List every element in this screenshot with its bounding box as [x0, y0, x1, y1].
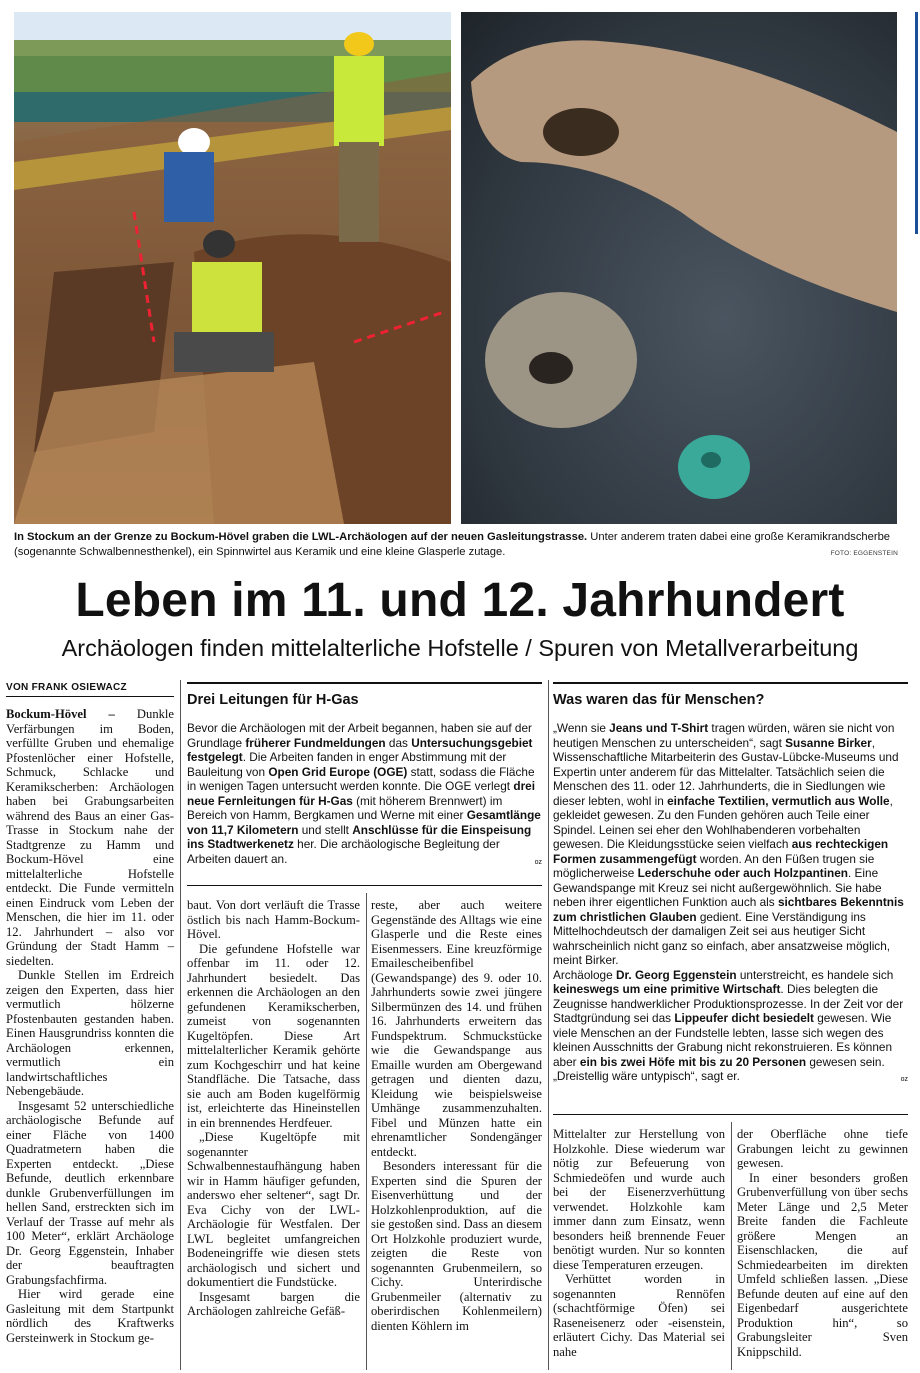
col3-paragraph-1: reste, aber auch weitere Gegenstände des Alltags wie eine Glasperle und die Reste eines Eisenmessers. Eine kreuzförmige Emailescheibenfibel (Gewandspange) des 9. oder 10. Jahrhunderts sowie zwei jüngere Silbermünzen des 14. und frühen 16. Jahrhunderts erweitern das Fundspektrum. Schmuckstücke wie die Gewandspange aus Emaille wurden am Obergewand getragen und dienten dazu, Kleidung wie beispielsweise Umhänge zusammenzuhalten. Fibel und Münzen hatte ein ehrenamtlicher Sondengänger entdeckt.	[371, 898, 542, 1159]
finds-illustration	[461, 12, 897, 524]
box2-t6: . Eine Gewandspange mit Kreuz sei nicht außergewöhnlich. Sie habe neben ihrer eigentlichen Funktion auch als	[553, 866, 882, 909]
box2-t11: gewesen. Wie viele Menschen an der Fundstelle lebten, lasse sich wegen des kleinen Ausschnitts der Grabung nicht rekonstruieren. Es können aber	[553, 1011, 893, 1069]
caption-text: Unter anderem traten dabei eine große Keramikrandscherbe (sogenannte Schwalbennesthenkel), ein Spinnwirtel aus Keramik und eine kleine Glasperle zutage.	[14, 531, 891, 558]
col2-paragraph-4: Insgesamt bargen die Archäologen zahlreiche Gefäß-	[187, 1289, 360, 1318]
box1-text	[187, 721, 542, 870]
box1-t7: her. Die archäologische Begleitung der Arbeiten dauert an.	[187, 837, 500, 866]
box2-t2: tragen würden, wären sie nicht von heutigen Menschen zu unterscheiden“, sagt	[553, 721, 895, 750]
box2-t1: „Wenn sie	[553, 721, 610, 735]
col1-paragraph-2: Dunkle Stellen im Erdreich zeigen den Experten, dass hier vermutlich hölzerne Pfostenbauten gestanden haben. Einen Hausgrundriss konnten die Archäologen erkennen, vermutlich ein landwirtschaftliches Nebengebäude.	[6, 968, 174, 1098]
dateline: Bockum-Hövel –	[6, 707, 115, 721]
box2-title: Was waren das für Menschen?	[553, 692, 765, 708]
col1-paragraph-4: Hier wird gerade eine Gasleitung mit dem Startpunkt nördlich des Kraftwerks Gersteinwerk in Stockum ge-	[6, 1287, 174, 1345]
col5-paragraph-1: der Oberfläche ohne tiefe Grabungen leicht zu gewinnen gewesen.	[737, 1127, 908, 1170]
col2-paragraph-2: Die gefundene Hofstelle war offenbar im 11. oder 12. Jahrhundert besiedelt. Das erkennen die Archäologen an den gefundenen Keramikscherben, zumeist von sogenannten Kugeltöpfen. Diese Art mittelalterlicher Keramik gehörte zum Kochgeschirr und hat keine Standfläche. Die Tatsache, dass sie auch am Boden kugelförmig ist, erleichterte das Hineinstellen in ein brennendes Herdfeuer.	[187, 941, 360, 1130]
subheadline: Archäologen finden mittelalterliche Hofstelle / Spuren von Metallverarbeitung	[61, 635, 859, 661]
photo-credit: FOTO: EGGENSTEIN	[830, 550, 898, 557]
box1-t1: Bevor die Archäologen mit der Arbeit begannen, haben sie auf der Grundlage	[187, 721, 532, 750]
box2-t10: . Dies belegten die Zeugnisse handwerklicher Produktionsprozesse. In der Zeit vor der Stadtgründung sei das	[553, 982, 904, 1025]
finds-photo	[461, 12, 897, 524]
box2-top-rule	[553, 682, 908, 684]
box1-t6: und stellt	[298, 822, 353, 837]
box1-t5: (mit höherem Brennwert) im Bereich von Hamm, Bergkamen und Werne mit einer	[187, 793, 503, 822]
headline: Leben im 11. und 12. Jahrhundert	[75, 574, 845, 627]
box2-b10: Lippeufer dicht besiedelt	[674, 1011, 814, 1025]
column-divider-1	[180, 680, 181, 1370]
column-1	[6, 707, 174, 1345]
box1-b1: früherer Fundmeldungen	[245, 735, 386, 750]
column-divider-4	[731, 1122, 732, 1370]
box1-b4: drei neue Fernleitungen für H-Gas	[187, 779, 535, 808]
sidebar-accent-line	[915, 12, 918, 234]
box2-text	[553, 721, 908, 1088]
caption-bold: In Stockum an der Grenze zu Bockum-Hövel graben die LWL-Archäologen auf der neuen Gasleitungstrasse.	[14, 531, 588, 543]
column-5	[737, 1127, 908, 1359]
box1-t3: . Die Arbeiten fanden in enger Abstimmung mit der Bauleitung von	[187, 750, 507, 779]
author-byline: VON FRANK OSIEWACZ	[6, 682, 127, 693]
col3-paragraph-2: Besonders interessant für die Experten sind die Spuren der Eisenverhüttung und der Holzkohlenproduktion, auf die sie gestoßen sind. Dass an diesem Ort Holzkohle produziert wurde, zeigten die Reste von sogenannten Grubenmeilern, so Cichy. Unterirdische Grubenmeiler (alternativ zu oberirdischen Kohlenmeilern) dienten Köhlern im	[371, 1159, 542, 1333]
col2-paragraph-1: baut. Von dort verläuft die Trasse östlich bis nach Hamm-Bockum-Hövel.	[187, 898, 360, 941]
box1-t2: das	[385, 735, 412, 750]
col1-paragraph-3: Insgesamt 52 unterschiedliche archäologische Befunde auf einer Fläche von 1400 Quadratmetern haben die Experten entdeckt. „Diese Befunde, deutlich erkennbare dunkle Grubenverfüllungen im hellen Sand, erstreckten sich im Verlauf der Trasse auf mehr als 100 Meter“, erklärt Archäologe Dr. Georg Eggenstein, Inhaber der beauftragten Grabungsfachfirma.	[6, 1098, 174, 1287]
column-divider-2	[366, 893, 367, 1370]
col4-paragraph-1: Mittelalter zur Herstellung von Holzkohle. Diese wiederum war nötig zur Befeuerung von Schmiedeöfen und wurde auch bei der Eisenerzverhüttung verwendet. Holzkohle kam immer dann zum Einsatz, wenn besonders heiß brennende Feuer benötigt wurden. Nur so konnten diese Temperaturen erzeugen.	[553, 1127, 725, 1272]
box1-b5: Gesamtlänge von 11,7 Kilometern	[187, 808, 541, 837]
column-divider-3	[548, 680, 549, 1370]
box2-b9: keineswegs um eine primitive Wirtschaft	[553, 982, 781, 996]
byline-rule	[6, 696, 174, 697]
box2-b5: Lederschuhe oder auch Holzpantinen	[637, 866, 848, 880]
box2-t8: Archäologe	[553, 967, 616, 982]
box2-t4: , gekleidet gewesen. Zu den Funden gehören auch Teile einer Spindel. Leinen sei eher den Wohlhabenderen vorbehalten gewesen. Die Kleidungsstücke seien vielfach	[553, 793, 893, 851]
excavation-photo	[14, 12, 451, 524]
col4-paragraph-2: Verhüttet worden in sogenannten Rennöfen (schachtförmige Öfen) sei Raseneisenerz oder -eisenstein, erläutert Cichy. Das Material sei nahe	[553, 1272, 725, 1359]
column-3	[371, 898, 542, 1333]
box2-t9: unterstreicht, es handele sich	[736, 967, 894, 982]
box1-signature: oz	[534, 858, 542, 866]
box1-top-rule	[187, 682, 542, 684]
box2-t7: gedient. Eine Verständigung ins Mittelhochdeutsch der damaligen Zeit sei aus heutiger Sicht wahrscheinlich nicht ganz so einfach, aber ansatzweise möglich, meint Birker.	[553, 909, 891, 967]
photo-caption	[14, 530, 898, 560]
box2-t5: worden. An den Füßen trugen sie möglicherweise	[553, 851, 875, 880]
box2-t12: gewesen sein. „Dreistellig wäre untypisch“, sagt er.	[553, 1054, 885, 1083]
box1-title: Drei Leitungen für H-Gas	[187, 692, 359, 708]
box2-b2: Susanne Birker	[785, 735, 872, 750]
box1-t4: statt, sodass die Fläche in wenigen Tagen untersucht werden konnte. Die OGE verlegt	[187, 764, 535, 793]
box2-b11: ein bis zwei Höfe mit bis zu 20 Personen	[579, 1054, 807, 1069]
box2-b1: Jeans und T-Shirt	[609, 721, 709, 735]
col1-p1-text: Dunkle Verfärbungen im Boden, verfüllte Gruben und ehemalige Pfostenlöcher einer Hofstelle, Schmuck, Schlacke und Keramikscherben: Archäologen haben bei Grabungsarbeiten während des Baus an einer Gas-Trasse in Stockum nahe der Stadtgrenze zu Hamm und Bockum-Hövel eine mittelalterliche Hofstelle entdeckt. Die Funde vermitteln einen Eindruck vom Leben der Menschen, die hier im 11. oder 12. Jahrhundert – also vor Gründung der Stadt Hamm – siedelten.	[6, 707, 174, 968]
box2-b4: aus rechteckigen Formen zusammengefügt	[553, 837, 889, 866]
box2-signature: oz	[900, 1076, 908, 1083]
box1-bottom-rule	[187, 885, 542, 886]
box1-b3: Open Grid Europe (OGE)	[268, 764, 408, 779]
box2-b3: einfache Textilien, vermutlich aus Wolle	[667, 793, 890, 808]
column-4	[553, 1127, 725, 1359]
excavation-illustration	[14, 12, 451, 524]
box1-b2: Untersuchungsgebiet festgelegt	[187, 735, 533, 764]
column-2	[187, 898, 360, 1319]
box1-b6: Anschlüsse für die Einspeisung ins Stadtwerkenetz	[187, 822, 532, 851]
col5-paragraph-2: In einer besonders großen Grubenverfüllung von über sechs Meter Länge und 2,5 Meter Breite fanden die Fachleute größere Mengen an Eisenschlacken, die auf Schmiedearbeiten im direkten Umfeld schließen lassen. „Diese Befunde deuten auf eine auf den Eigenbedarf ausgerichtete Produktion hin“, so Grabungsleiter Sven Knippschild.	[737, 1170, 908, 1359]
box2-bottom-rule	[553, 1114, 908, 1115]
col2-paragraph-3: „Diese Kugeltöpfe mit sogenannter Schwalbennestaufhängung haben wir in Hamm häufiger gefunden, anderswo eher seltener“, sagt Dr. Eva Cichy von der LWL-Archäologie für Westfalen. Der LWL begleitet umfangreichen Bodeneingriffe wie diesen stets archäologisch und sichert und dokumentiert die Fundstücke.	[187, 1130, 360, 1289]
box2-b6: sichtbares Bekenntnis zum christlichen Glauben	[553, 895, 904, 924]
box2-t3: , Wissenschaftliche Mitarbeiterin des Gustav-Lübcke-Museums und Expertin unter anderem für das Mittelalter. Tatsächlich seien die Menschen des 11. oder 12. Jahrhunderts, die in Siedlungen wie dieser lebten, wohl in	[553, 735, 899, 808]
col1-paragraph-1	[6, 707, 174, 968]
box2-b8: Dr. Georg Eggenstein	[615, 967, 737, 982]
